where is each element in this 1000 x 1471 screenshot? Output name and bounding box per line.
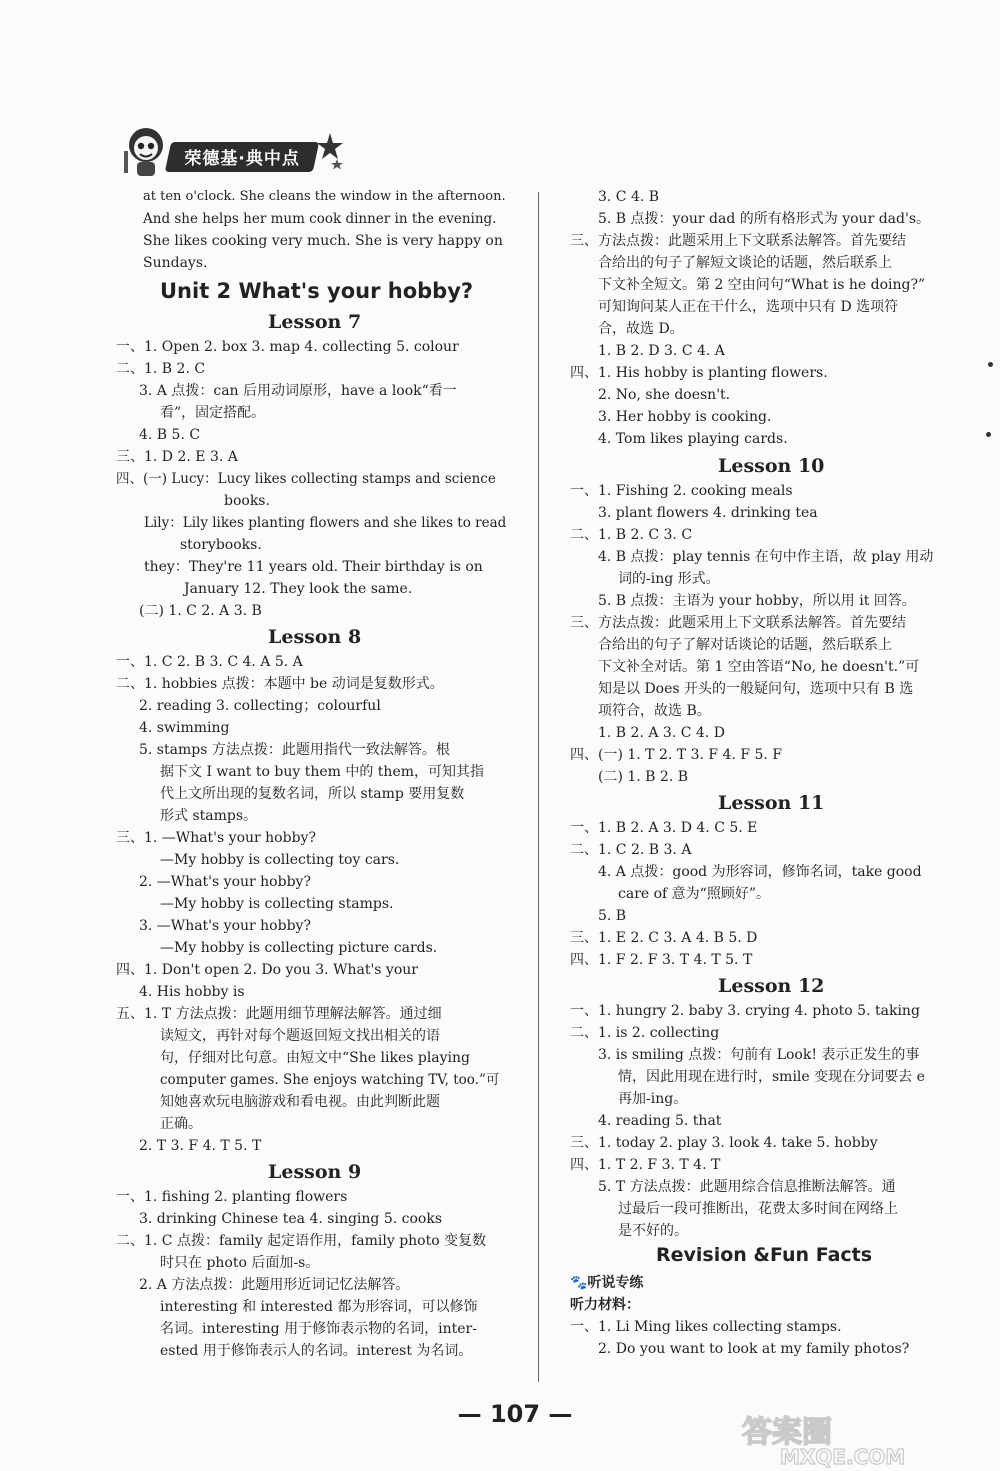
answer-line: 二、1. is 2. collecting [570,1025,720,1041]
answer-line: 代上文所出现的复数名词，所以 stamp 要用复数 [160,786,465,802]
answer-line: 4. reading 5. that [598,1113,722,1129]
answer-line: 二、1. C 2. B 3. A [570,842,692,858]
answer-line: 一、1. hungry 2. baby 3. crying 4. photo 5. taking [570,1003,920,1019]
logo-text: 荣德基·典中点 [184,149,300,169]
answer-line: 四、1. His hobby is planting flowers. [570,365,828,381]
answer-line: 3. C 4. B [598,189,660,205]
answer-line: 据下文 I want to buy them 中的 them，可知其指 [160,764,485,780]
answer-line: 三、方法点拨：此题采用上下文联系法解答。首先要结 [570,615,906,631]
answer-line: 4. B 5. C [139,427,201,443]
answer-line: 看”，固定搭配。 [160,405,266,421]
subsection-heading: 🐾听说专练 [570,1275,644,1291]
answer-line: 4. His hobby is [139,984,245,1000]
answer-line: 正确。 [160,1116,202,1132]
answer-line: 一、1. Li Ming likes collecting stamps. [570,1319,842,1335]
answer-line: 三、方法点拨：此题采用上下文联系法解答。首先要结 [570,233,906,249]
answer-line: 一、1. C 2. B 3. C 4. A 5. A [116,654,303,670]
logo-band [165,142,319,172]
answer-line: —My hobby is collecting toy cars. [160,852,400,868]
answer-line: 再加-ing。 [618,1091,688,1107]
answer-line: 二、1. hobbies 点拨：本题中 be 动词是复数形式。 [116,676,444,692]
lesson-heading: Lesson 8 [268,626,362,648]
margin-dot [988,362,993,367]
answer-line: 1. B 2. A 3. C 4. D [598,725,725,741]
answer-line: 4. A 点拨：good 为形容词，修饰名词，take good [598,864,922,880]
answer-line: 读短文，再针对每个题返回短文找出相关的语 [160,1028,440,1044]
answer-line: 时只在 photo 后面加-s。 [160,1255,320,1271]
answer-line: 可知询问某人正在干什么，选项中只有 D 选项符 [598,299,899,315]
answer-line: 2. A 方法点拨：此题用形近词记忆法解答。 [139,1277,410,1293]
lesson-heading: Lesson 9 [268,1161,362,1183]
answer-line: 2. No, she doesn't. [598,387,731,403]
answer-line: 知是以 Does 开头的一般疑问句，选项中只有 B 选 [598,681,914,697]
answer-line: 4. Tom likes playing cards. [598,431,788,447]
answer-line: ested 用于修饰表示人的名词。interest 为名词。 [160,1343,473,1359]
answer-line: 知她喜欢玩电脑游戏和看电视。由此判断此题 [160,1094,440,1110]
answer-line: Lily：Lily likes planting flowers and she likes to read [144,515,507,531]
mascot-icon [122,125,170,179]
answer-line: 四、1. F 2. F 3. T 4. T 5. T [570,952,753,968]
answer-line: 3. is smiling 点拨：句前有 Look! 表示正发生的事 [598,1047,920,1063]
answer-line: computer games. She enjoys watching TV, too.”可 [160,1072,500,1088]
answer-line: 2. T 3. F 4. T 5. T [139,1138,262,1154]
answer-line: 情，因此用现在进行时，smile 变现在分词要去 e [618,1069,925,1085]
answer-line: 句，仔细对比句意。由短文中“She likes playing [160,1050,471,1066]
answer-line: 合，故选 D。 [598,321,684,337]
answer-line: 5. T 方法点拨：此题用综合信息推断法解答。通 [598,1179,896,1195]
answer-line: 下文补全短文。第 2 空由问句“What is he doing?” [598,277,926,293]
answer-line: 四、(一) 1. T 2. T 3. F 4. F 5. F [570,747,783,763]
lesson-heading: Lesson 7 [268,311,362,333]
lesson-heading: Lesson 12 [718,975,825,997]
answer-line: 4. B 点拨：play tennis 在句中作主语，故 play 用动 [598,549,934,565]
answer-line: 3. A 点拨：can 后用动词原形，have a look“看一 [139,383,457,399]
answer-line: 3. —What's your hobby? [139,918,311,934]
answer-line: 二、1. C 点拨：family 起定语作用，family photo 变复数 [116,1233,487,1249]
answer-line: 3. plant flowers 4. drinking tea [598,505,818,521]
answer-line: 一、1. Fishing 2. cooking meals [570,483,793,499]
answer-line: 词的-ing 形式。 [618,571,720,587]
answer-line: 二、1. B 2. C 3. C [570,527,693,543]
column-divider [538,192,539,1382]
answer-line: Sundays. [143,255,208,271]
answer-line: 合给出的句子了解对话谈论的话题，然后联系上 [598,637,892,653]
answer-line: 三、1. D 2. E 3. A [116,449,238,465]
answer-line: 四、1. Don't open 2. Do you 3. What's your [116,962,418,978]
answer-line: 四、(一) Lucy：Lucy likes collecting stamps and science [116,471,496,487]
answer-line: books. [224,493,270,509]
answer-line: 过最后一段可推断出，花费太多时间在网络上 [618,1201,898,1217]
answer-line: 2. reading 3. collecting；colourful [139,698,381,714]
answer-line: 5. B 点拨：主语为 your hobby，所以用 it 回答。 [598,593,916,609]
lesson-heading: Lesson 11 [718,792,825,814]
answer-line: storybooks. [180,537,262,553]
answer-line: 是不好的。 [618,1223,688,1239]
answer-line: 名词。interesting 用于修饰表示物的名词，inter- [160,1321,477,1337]
watermark-brand: 答案圈 [742,1415,832,1450]
answer-line: —My hobby is collecting picture cards. [160,940,438,956]
answer-line: care of 意为“照顾好”。 [618,886,770,902]
answer-line: 项符合，故选 B。 [598,703,711,719]
answer-line: at ten o'clock. She cleans the window in the afternoon. [143,189,506,204]
lesson-heading: Lesson 10 [718,455,825,477]
answer-line: (二) 1. C 2. A 3. B [139,603,262,619]
answer-line: 三、1. today 2. play 3. look 4. take 5. hobby [570,1135,878,1151]
answer-line: 2. Do you want to look at my family photos? [598,1341,910,1357]
answer-line: 三、1. —What's your hobby? [116,830,316,846]
answer-line: 5. stamps 方法点拨：此题用指代一致法解答。根 [139,742,450,758]
section-heading: Revision &Fun Facts [656,1244,873,1266]
answer-line: And she helps her mum cook dinner in the evening. [143,211,497,227]
subsection-heading: 听力材料： [570,1297,640,1313]
answer-line: 三、1. E 2. C 3. A 4. B 5. D [570,930,758,946]
answer-line: 合给出的句子了解短文谈论的话题，然后联系上 [598,255,892,271]
margin-dot [986,432,991,437]
unit-heading: Unit 2 What's your hobby? [160,279,474,303]
answer-line: 五、1. T 方法点拨：此题用细节理解法解答。通过细 [116,1006,442,1022]
answer-line: 四、1. T 2. F 3. T 4. T [570,1157,721,1173]
answer-line: 3. Her hobby is cooking. [598,409,772,425]
answer-line: (二) 1. B 2. B [598,769,689,785]
watermark-logo [730,1412,980,1468]
answer-line: 一、1. fishing 2. planting flowers [116,1189,348,1205]
answer-line: they：They're 11 years old. Their birthday is on [144,559,483,575]
answer-line: She likes cooking very much. She is very happy on [143,233,503,249]
watermark-site: MXQE.COM [780,1445,906,1468]
answer-line: 5. B 点拨：your dad 的所有格形式为 your dad's。 [598,211,931,227]
answer-line: January 12. They look the same. [184,581,413,597]
publisher-logo [110,125,340,185]
answer-line: 一、1. Open 2. box 3. map 4. collecting 5. colour [116,339,459,355]
answer-line: 5. B [598,908,627,924]
answer-line: 一、1. B 2. A 3. D 4. C 5. E [570,820,758,836]
answer-line: interesting 和 interested 都为形容词，可以修饰 [160,1299,478,1315]
answer-line: 下文补全对话。第 1 空由答语“No, he doesn't.”可 [598,659,920,675]
answer-line: 1. B 2. D 3. C 4. A [598,343,725,359]
star-icon [315,131,345,171]
page-number: — 107 — [457,1400,573,1428]
answer-line: 4. swimming [139,720,230,736]
answer-line: 2. —What's your hobby? [139,874,311,890]
answer-line: 形式 stamps。 [160,808,258,824]
answer-line: —My hobby is collecting stamps. [160,896,394,912]
answer-line: 二、1. B 2. C [116,361,206,377]
answer-line: 3. drinking Chinese tea 4. singing 5. cooks [139,1211,443,1227]
